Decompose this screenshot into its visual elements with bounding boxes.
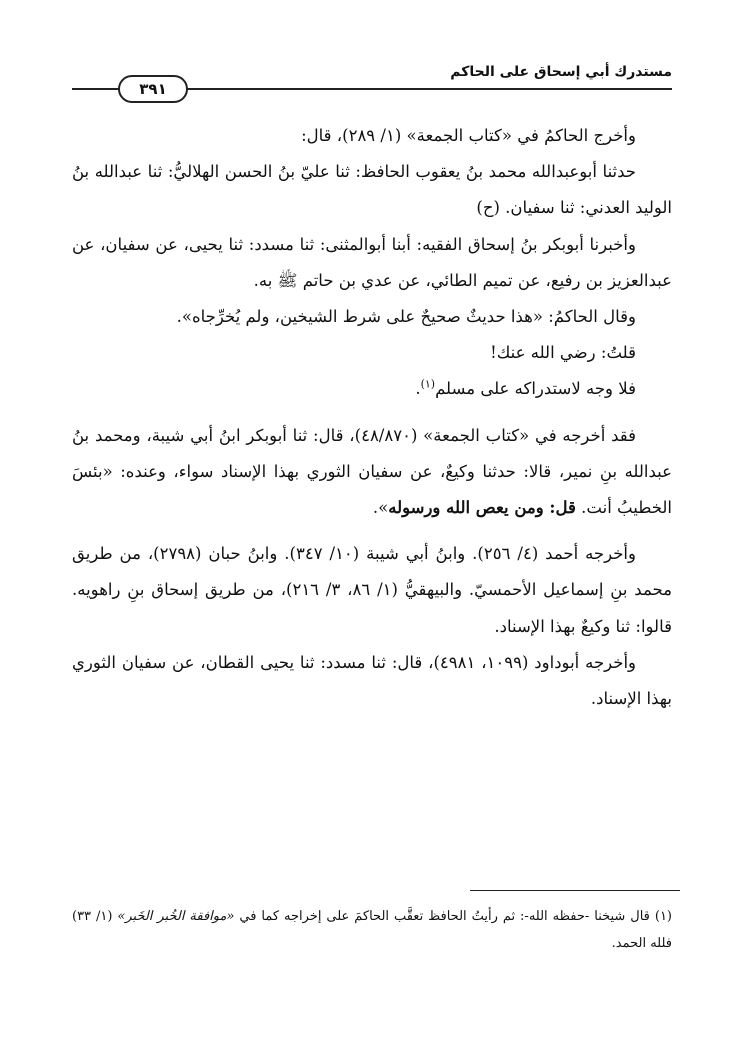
footnote-1 [72,903,672,957]
footnote-reference-1: (١) [420,377,436,391]
paragraph-7-text: فقد أخرجه في «كتاب الجمعة» (٤٨/٨٧٠)، قال: ثنا أبوبكر ابنُ أبي شيبة، ومحمد بنُ عبدالله بنِ نمير، قالا: حدثنا وكيعٌ، عن سفيان الثوري بهذا الإسناد سواء، وعنده: «بئسَ الخطيبُ أنت. [72,425,672,518]
footnote-1-source: «موافقة الخُبر الخَبر» [117,909,235,924]
paragraph-8: وأخرجه أحمد (٤/ ٢٥٦). وابنُ أبي شيبة (١٠/ ٣٤٧). وابنُ حبان (٢٧٩٨)، من طريق محمد بنِ إسماعيل الأحمسيّ. والبيهقيُّ (١/ ٨٦، ٣/ ٢١٦)، من طريق إسحاق بنِ راهويه. قالوا: ثنا وكيعٌ بهذا الإسناد. [72,544,672,636]
paragraph-7-end: ». [372,498,389,518]
running-title: مستدرك أبي إسحاق على الحاكم [450,64,672,80]
footnotes [72,903,672,957]
paragraph-6-text: فلا وجه لاستدراكه على مسلم [435,379,636,399]
running-header [72,58,672,98]
footnote-1-end: (١/ ٣٣) فلله الحمد. [72,909,672,951]
paragraph-6-end: . [415,379,421,399]
footnote-1-text: (١) قال شيخنا -حفظه الله-: ثم رأيتُ الحافظ تعقَّب الحاكمَ على إخراجه كما في [234,909,672,924]
paragraph-7-bold-quote: قل: ومن يعص الله ورسوله [388,498,576,518]
paragraph-1: وأخرج الحاكمُ في «كتاب الجمعة» (١/ ٢٨٩)، قال: [301,126,636,145]
page-number: ٣٩١ [118,75,188,103]
footnote-separator [470,890,680,891]
paragraph-5: قلتُ: رضي الله عنك! [490,343,636,363]
paragraph-4: وقال الحاكمُ: «هذا حديثٌ صحيحٌ على شرط الشيخين، ولم يُخرِّجاه». [176,307,636,327]
paragraph-3: وأخبرنا أبوبكر بنُ إسحاق الفقيه: أبنا أبوالمثنى: ثنا مسدد: ثنا يحيى، عن سفيان، عن عبدالعزيز بن رفيع، عن تميم الطائي، عن عدي بن حاتم ﷺ به. [72,234,672,290]
paragraph-7 [72,418,672,527]
paragraph-9: وأخرجه أبوداود (١٠٩٩، ٤٩٨١)، قال: ثنا مسدد: ثنا يحيى القطان، عن سفيان الثوري بهذا الإسناد. [72,652,672,709]
paragraph-6 [72,371,672,407]
paragraph-2: حدثنا أبوعبدالله محمد بنُ يعقوب الحافظ: ثنا عليّ بنُ الحسن الهلاليُّ: ثنا عبدالله بنُ الوليد العدني: ثنا سفيان. (ح) [72,162,672,218]
main-text [72,118,672,717]
